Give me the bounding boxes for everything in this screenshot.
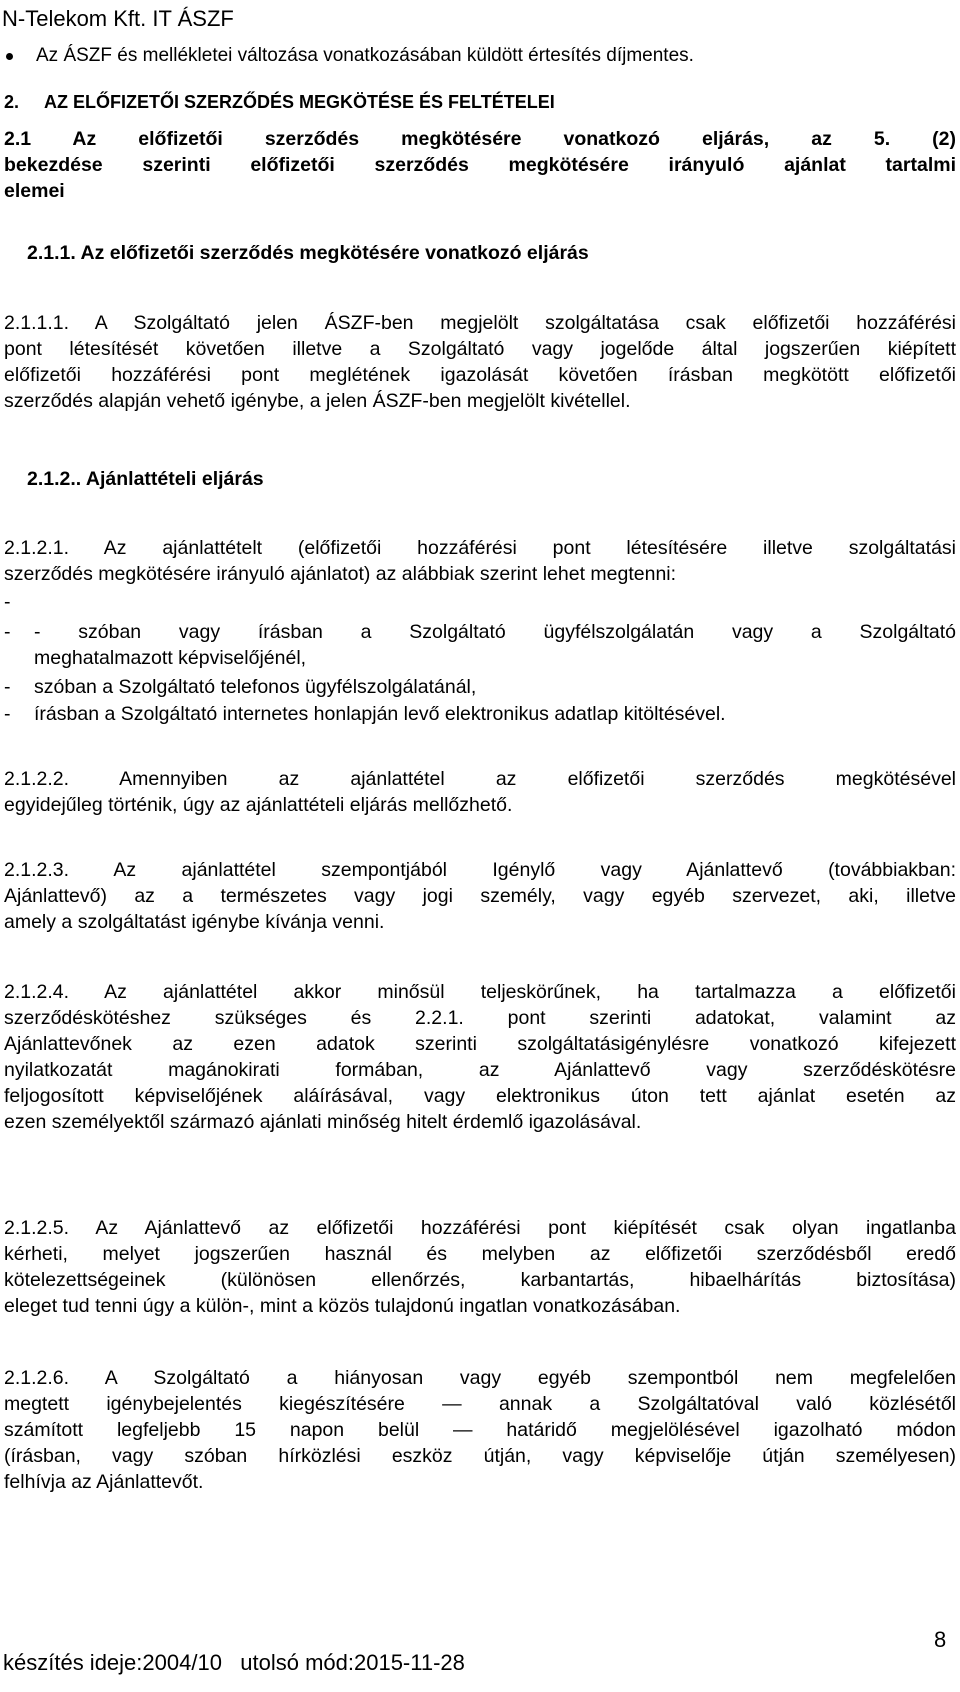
paragraph-2-1-1-1: [4, 310, 956, 414]
list-dash: -: [4, 676, 11, 698]
paragraph-2-1-2-3: [4, 857, 956, 935]
heading-line: 2.1 Az előfizetői szerződés megkötésére vonatkozó eljárás, az 5. (2): [4, 128, 956, 150]
paragraph-2-1-2-6: [4, 1365, 956, 1495]
list-item-line: - szóban vagy írásban a Szolgáltató ügyfélszolgálatán vagy a Szolgáltató: [34, 621, 956, 643]
paragraph-line: (írásban, vagy szóban hírközlési eszköz útján, vagy képviselője útján személyesen): [4, 1445, 956, 1467]
paragraph-2-1-2-5: [4, 1215, 956, 1319]
bullet-dot-icon: [6, 53, 13, 60]
section-heading-2-1-2: 2.1.2.. Ajánlattételi eljárás: [27, 468, 264, 490]
paragraph-line: pont létesítését követően illetve a Szolgáltató vagy jogelőde által jogszerűen kiépített: [4, 338, 956, 360]
paragraph-line: előfizetői hozzáférési pont meglétének igazolását követően írásban megkötött előfizetői: [4, 364, 956, 386]
paragraph-line: feljogosított képviselőjének aláírásával, vagy elektronikus úton tett ajánlat esetén az: [4, 1085, 956, 1107]
paragraph-line: 2.1.2.4. Az ajánlattétel akkor minősül teljeskörűnek, ha tartalmazza a előfizetői: [4, 981, 956, 1003]
section-heading-2-1-1: 2.1.1. Az előfizetői szerződés megkötésére vonatkozó eljárás: [27, 242, 589, 264]
section-heading-2: [4, 90, 555, 114]
list-item-text: szóban a Szolgáltató telefonos ügyfélszolgálatánál,: [34, 676, 477, 698]
list-dash: -: [4, 591, 11, 613]
paragraph-line: amely a szolgáltatást igénybe kívánja venni.: [4, 911, 385, 933]
paragraph-line: szerződéskötéshez szükséges és 2.2.1. pont szerinti adatokat, valamint az: [4, 1007, 956, 1029]
paragraph-line: 2.1.2.1. Az ajánlattételt (előfizetői hozzáférési pont létesítésére illetve szolgáltatási: [4, 537, 956, 559]
page-number: 8: [934, 1627, 947, 1652]
paragraph-line: nyilatkozatát magánokirati formában, az Ajánlattevő vagy szerződéskötésre: [4, 1059, 956, 1081]
list-dash: -: [4, 703, 11, 725]
paragraph-line: eleget tud tenni úgy a külön-, mint a közös tulajdonú ingatlan vonatkozásában.: [4, 1295, 681, 1317]
paragraph-2-1-2-2: [4, 766, 956, 818]
paragraph-line: 2.1.2.2. Amennyiben az ajánlattétel az előfizetői szerződés megkötésével: [4, 768, 956, 790]
paragraph-line: számított legfeljebb 15 napon belül — határidő megjelölésével igazolható módon: [4, 1419, 956, 1441]
paragraph-line: ezen személyektől származó ajánlati minőség hitelt érdemlő igazolásával.: [4, 1111, 642, 1133]
paragraph-line: egyidejűleg történik, úgy az ajánlattételi eljárás mellőzhető.: [4, 794, 513, 816]
paragraph-line: szerződés alapján vehető igénybe, a jelen ÁSZF-ben megjelölt kivétellel.: [4, 390, 631, 412]
paragraph-line: felhívja az Ajánlattevőt.: [4, 1471, 204, 1493]
paragraph-line: megtett igénybejelentés kiegészítésére — annak a Szolgáltatóval való közlésétől: [4, 1393, 956, 1415]
list-item-text: írásban a Szolgáltató internetes honlapján levő elektronikus adatlap kitöltésével.: [34, 703, 726, 725]
section-heading-2-1: [4, 126, 956, 204]
list-dash: -: [4, 621, 11, 643]
paragraph-2-1-2-4: [4, 979, 956, 1135]
paragraph-2-1-2-1: [4, 535, 956, 587]
paragraph-line: Ajánlattevő) az a természetes vagy jogi személy, vagy egyéb szervezet, aki, illetve: [4, 885, 956, 907]
heading-line: bekezdése szerinti előfizetői szerződés megkötésére irányuló ajánlat tartalmi: [4, 154, 956, 176]
paragraph-line: kötelezettségeinek (különösen ellenőrzés, karbantartás, hibaelhárítás biztosítása): [4, 1269, 956, 1291]
heading-line: elemei: [4, 180, 65, 202]
bullet-text: Az ÁSZF és mellékletei változása vonatkozásában küldött értesítés díjmentes.: [36, 45, 694, 66]
section-title: AZ ELŐFIZETŐI SZERZŐDÉS MEGKÖTÉSE ÉS FELTÉTELEI: [44, 92, 555, 112]
paragraph-line: kérheti, melyet jogszerűen használ és melyben az előfizetői szerződésből eredő: [4, 1243, 956, 1265]
paragraph-line: 2.1.2.6. A Szolgáltató a hiányosan vagy egyéb szempontból nem megfelelően: [4, 1367, 956, 1389]
paragraph-line: szerződés megkötésére irányuló ajánlatot) az alábbiak szerint lehet megtenni:: [4, 563, 677, 585]
section-number: 2.: [4, 92, 20, 112]
paragraph-line: 2.1.1.1. A Szolgáltató jelen ÁSZF-ben megjelölt szolgáltatása csak előfizetői hozzáférési: [4, 312, 956, 334]
document-header: N-Telekom Kft. IT ÁSZF: [2, 6, 234, 31]
list-item-text: [34, 619, 956, 671]
paragraph-line: 2.1.2.5. Az Ajánlattevő az előfizetői hozzáférési pont kiépítését csak olyan ingatlanba: [4, 1217, 956, 1239]
list-item-line: meghatalmazott képviselőjénél,: [34, 647, 307, 669]
footer-dates: készítés ideje:2004/10 utolsó mód:2015-11-28: [3, 1650, 465, 1675]
paragraph-line: Ajánlattevőnek az ezen adatok szerinti szolgáltatásigénylésre vonatkozó kifejezett: [4, 1033, 956, 1055]
paragraph-line: 2.1.2.3. Az ajánlattétel szempontjából Igénylő vagy Ajánlattevő (továbbiakban:: [4, 859, 956, 881]
